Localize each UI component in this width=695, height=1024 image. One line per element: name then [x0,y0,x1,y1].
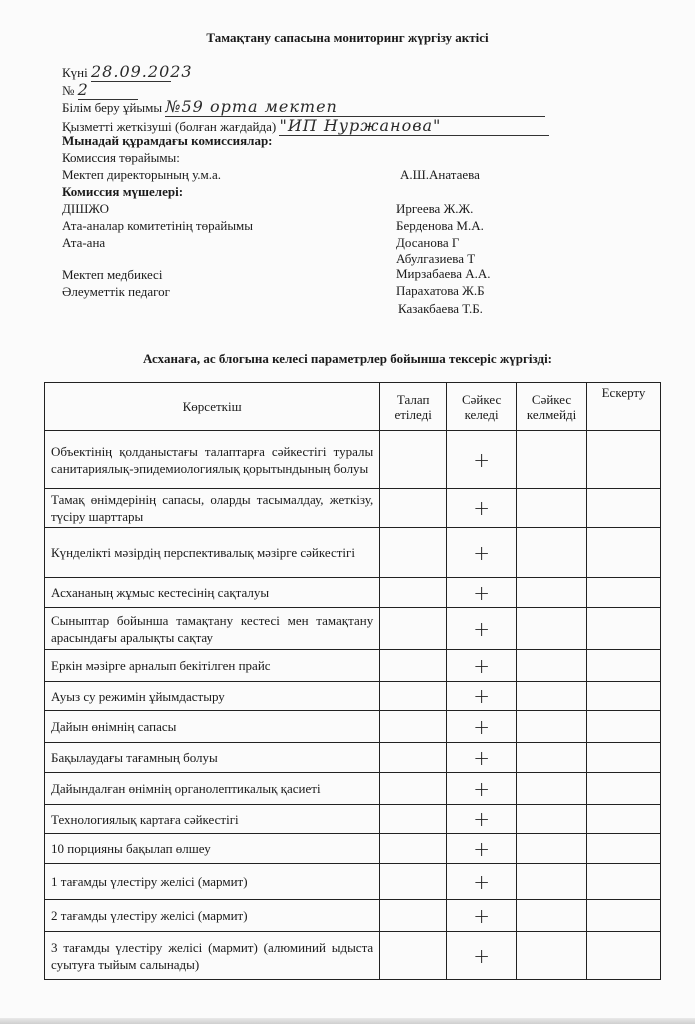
compliant-mark: + [447,932,517,980]
compliant-mark: + [447,431,517,489]
indicator-cell: 10 порцияны бақылап өлшеу [45,834,380,864]
required-cell [380,528,447,578]
compliant-mark: + [447,682,517,711]
note-cell [587,932,661,980]
table-row [45,864,661,900]
noncompliant-cell [517,711,587,743]
commission-heading: Мынадай құрамдағы комиссиялар: [62,133,273,148]
table-row [45,805,661,834]
indicator-cell: 2 тағамды үлестіру желісі (мармит) [45,900,380,932]
member-name: Досанова Г [396,235,460,250]
required-cell [380,431,447,489]
indicator-cell: Дайын өнімнің сапасы [45,711,380,743]
member-name: Мирзабаева А.А. [396,266,491,281]
noncompliant-cell [517,431,587,489]
table-row [45,711,661,743]
table-row [45,608,661,650]
note-cell [587,711,661,743]
compliant-mark: + [447,650,517,682]
chair-heading: Комиссия төрайымы: [62,150,180,165]
indicator-cell: Еркін мәзірге арналып бекітілген прайс [45,650,380,682]
noncompliant-cell [517,773,587,805]
note-cell [587,834,661,864]
date-value: 28.09.2023 [91,62,193,81]
compliant-mark: + [447,528,517,578]
member-name: Казакбаева Т.Б. [398,301,483,316]
note-cell [587,650,661,682]
column-header: Сәйкес келмейді [517,383,587,431]
required-cell [380,608,447,650]
indicator-cell: 1 тағамды үлестіру желісі (мармит) [45,864,380,900]
noncompliant-cell [517,864,587,900]
table-row [45,834,661,864]
noncompliant-cell [517,805,587,834]
required-cell [380,682,447,711]
compliant-mark: + [447,489,517,528]
required-cell [380,864,447,900]
noncompliant-cell [517,489,587,528]
note-cell [587,431,661,489]
indicator-cell: Ауыз су режимін ұйымдастыру [45,682,380,711]
required-cell [380,900,447,932]
column-header: Сәйкес келеді [447,383,517,431]
indicator-cell: 3 тағамды үлестіру желісі (мармит) (алюминий ыдыста суытуға тыйым салынады) [45,932,380,980]
indicator-cell: Асхананың жұмыс кестесінің сақталуы [45,578,380,608]
noncompliant-cell [517,682,587,711]
table-row [45,682,661,711]
noncompliant-cell [517,834,587,864]
compliant-mark: + [447,864,517,900]
member-role: Ата-ана [62,235,106,250]
noncompliant-cell [517,932,587,980]
required-cell [380,711,447,743]
table-row [45,932,661,980]
school-value: №59 орта мектеп [165,97,545,117]
document-title: Тамақтану сапасына мониторинг жүргізу актісі [206,30,489,45]
chair-role: Мектеп директорының у.м.а. [62,167,222,182]
column-header: Ескерту [587,383,661,431]
table-row [45,900,661,932]
note-cell [587,743,661,773]
table-row [45,773,661,805]
indicator-cell: Объектінің қолданыстағы талаптарға сәйкестігі туралы санитариялық-эпидемиологиялық қорытындының болуы [45,431,380,489]
column-header: Талап етіледі [380,383,447,431]
note-cell [587,864,661,900]
number-label: № [62,83,75,98]
table-header-row [45,383,661,431]
indicator-cell: Дайындалған өнімнің органолептикалық қасиеті [45,773,380,805]
noncompliant-cell [517,578,587,608]
compliant-mark: + [447,743,517,773]
noncompliant-cell [517,900,587,932]
compliant-mark: + [447,711,517,743]
member-name: Берденова М.А. [396,218,484,233]
indicator-cell: Технологиялық картаға сәйкестігі [45,805,380,834]
section-title: Асханаға, ас блогына келесі параметрлер бойынша тексеріс жүргізді: [142,351,553,366]
number-value: 2 [78,80,138,100]
table-body [45,431,661,980]
column-header: Көрсеткіш [45,383,380,431]
table-row [45,650,661,682]
noncompliant-cell [517,608,587,650]
required-cell [380,834,447,864]
table-row [45,431,661,489]
indicator-cell: Бақылаудағы тағамның болуы [45,743,380,773]
date-line [62,62,193,82]
note-cell [587,578,661,608]
indicator-cell: Тамақ өнімдерінің сапасы, оларды тасымалдау, жеткізу, түсіру шарттары [45,489,380,528]
required-cell [380,773,447,805]
table-row [45,528,661,578]
table-row [45,743,661,773]
table-row [45,578,661,608]
chair-name: А.Ш.Анатаева [400,167,480,182]
school-line [62,97,545,117]
required-cell [380,650,447,682]
noncompliant-cell [517,650,587,682]
member-role: Мектеп медбикесі [62,267,163,282]
inspection-table [44,382,661,980]
supplier-label: Қызметті жеткізуші (болған жағдайда) [62,119,277,134]
supplier-value: "ИП Нуржанова" [279,116,549,136]
compliant-mark: + [447,805,517,834]
compliant-mark: + [447,578,517,608]
compliant-mark: + [447,900,517,932]
compliant-mark: + [447,608,517,650]
member-name: Парахатова Ж.Б [396,283,485,298]
members-heading: Комиссия мүшелері: [62,184,184,199]
note-cell [587,805,661,834]
page-edge [0,1018,695,1024]
note-cell [587,608,661,650]
note-cell [587,900,661,932]
indicator-cell: Күнделікті мәзірдің перспективалық мәзірге сәйкестігі [45,528,380,578]
date-label: Күні [62,65,88,80]
member-name: Иргеева Ж.Ж. [396,201,474,216]
required-cell [380,743,447,773]
member-role: Ата-аналар комитетінің төрайымы [62,218,254,233]
member-role: ДІШЖО [62,201,110,216]
compliant-mark: + [447,773,517,805]
noncompliant-cell [517,743,587,773]
note-cell [587,682,661,711]
table-row [45,489,661,528]
note-cell [587,773,661,805]
compliant-mark: + [447,834,517,864]
member-role: Әлеуметтік педагог [62,284,170,299]
required-cell [380,578,447,608]
member-name: Абулгазиева Т [396,251,476,266]
required-cell [380,932,447,980]
indicator-cell: Сыныптар бойынша тамақтану кестесі мен тамақтану арасындағы аралықты сақтау [45,608,380,650]
note-cell [587,528,661,578]
required-cell [380,489,447,528]
note-cell [587,489,661,528]
required-cell [380,805,447,834]
school-label: Білім беру ұйымы [62,100,163,115]
noncompliant-cell [517,528,587,578]
